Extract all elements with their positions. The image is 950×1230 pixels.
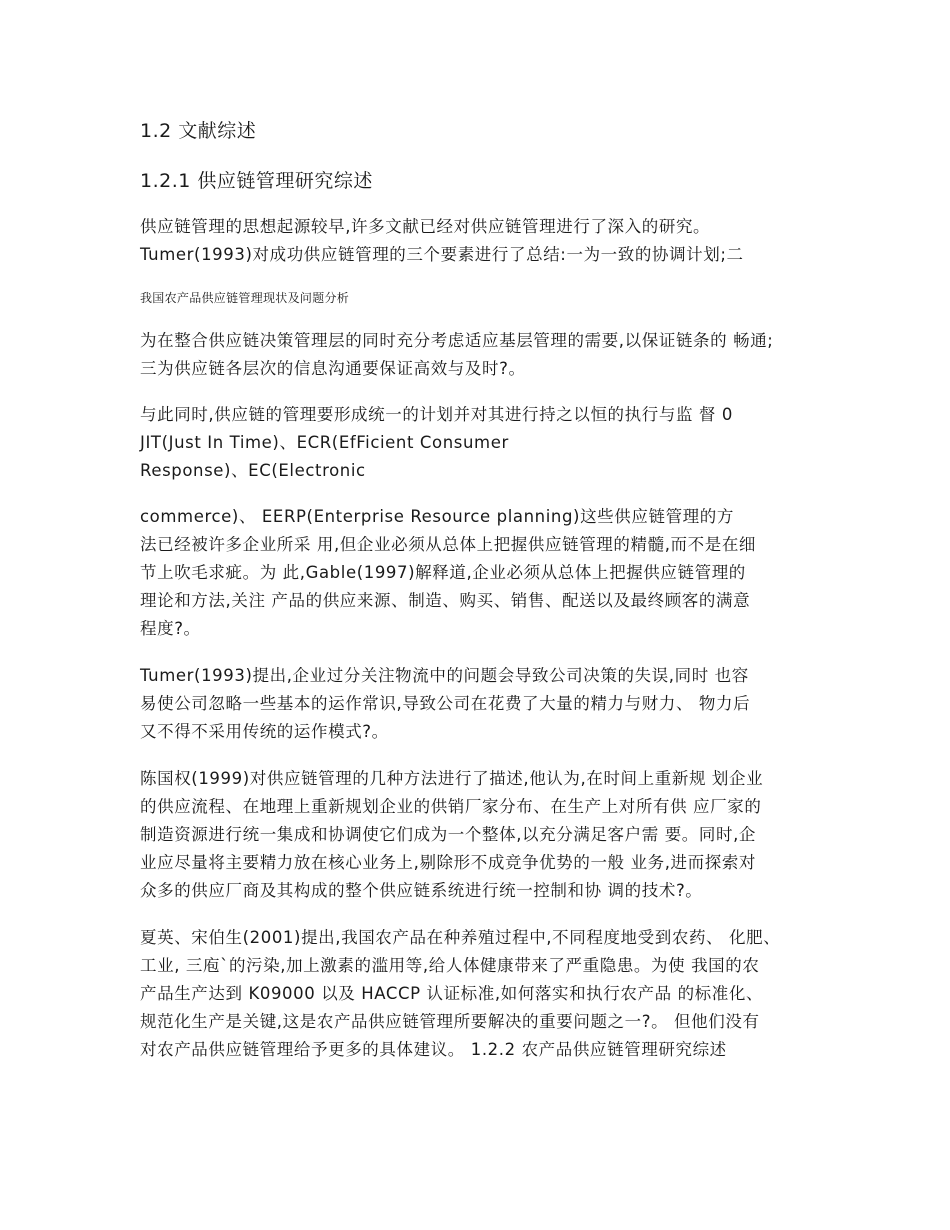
text-line: 陈国权(1999)对供应链管理的几种方法进行了描述,他认为,在时间上重新规 划企业 — [140, 769, 764, 788]
text-line: 与此同时,供应链的管理要形成统一的计划并对其进行持之以恒的执行与监 督 0 — [140, 405, 733, 424]
text-line: 理论和方法,关注 产品的供应来源、制造、购买、销售、配送以及最终顾客的满意 — [140, 591, 751, 610]
text-line: 节上吹毛求疵。为 此,Gable(1997)解释道,企业必须从总体上把握供应链管理的 — [140, 563, 746, 582]
subsection-title: 1.2.1 供应链管理研究综述 — [140, 170, 373, 192]
text-line: 供应链管理的思想起源较早,许多文献已经对供应链管理进行了深入的研究。 — [140, 217, 711, 236]
text-line: Tumer(1993)对成功供应链管理的三个要素进行了总结:一为一致的协调计划;二 — [140, 245, 744, 264]
text-line: 易使公司忽略一些基本的运作常识,导致公司在花费了大量的精力与财力、 物力后 — [140, 694, 751, 713]
paragraph-xia — [140, 924, 820, 1064]
paragraph-methods — [140, 401, 820, 485]
text-line: 为在整合供应链决策管理层的同时充分考虑适应基层管理的需要,以保证链条的 畅通; — [140, 331, 774, 350]
paragraph-gable — [140, 503, 820, 643]
text-line: 的供应流程、在地理上重新规划企业的供销厂家分布、在生产上对所有供 应厂家的 — [140, 797, 762, 816]
paragraph-chen — [140, 765, 820, 905]
section-title: 1.2 文献综述 — [140, 120, 257, 142]
text-line: 规范化生产是关键,这是农产品供应链管理所要解决的重要问题之一?。 但他们没有 — [140, 1012, 760, 1031]
text-line: 对农产品供应链管理给予更多的具体建议。 1.2.2 农产品供应链管理研究综述 — [140, 1040, 727, 1059]
text-line: Response)、EC(Electronic — [140, 461, 366, 480]
text-line: 工业, 三庖`的污染,加上激素的滥用等,给人体健康带来了严重隐患。为使 我国的农 — [140, 956, 760, 975]
text-line: 又不得不采用传统的运作模式?。 — [140, 722, 389, 741]
paragraph-intro — [140, 213, 820, 269]
text-line: Tumer(1993)提出,企业过分关注物流中的问题会导致公司决策的失误,同时 也容 — [140, 666, 749, 685]
text-line: 众多的供应厂商及其构成的整个供应链系统进行统一控制和协 调的技术?。 — [140, 881, 703, 900]
paragraph-coordination — [140, 327, 820, 383]
text-line: 法已经被许多企业所采 用,但企业必须从总体上把握供应链管理的精髓,而不是在细 — [140, 535, 757, 554]
text-line: 产品生产达到 K09000 以及 HACCP 认证标准,如何落实和执行农产品 的标准化、 — [140, 984, 764, 1003]
paragraph-tumer — [140, 662, 820, 746]
text-line: 制造资源进行统一集成和协调使它们成为一个整体,以充分满足客户需 要。同时,企 — [140, 825, 757, 844]
text-line: 夏英、宋伯生(2001)提出,我国农产品在种养殖过程中,不同程度地受到农药、 化肥、 — [140, 928, 781, 947]
text-line: commerce)、 EERP(Enterprise Resource planning)这些供应链管理的方 — [140, 507, 734, 526]
text-line: 程度?。 — [140, 619, 201, 638]
running-header: 我国农产品供应链管理现状及问题分析 — [140, 291, 350, 305]
text-line: 业应尽量将主要精力放在核心业务上,剔除形不成竞争优势的一般 业务,进而探索对 — [140, 853, 757, 872]
text-line: 三为供应链各层次的信息沟通要保证高效与及时?。 — [140, 359, 526, 378]
text-line: JIT(Just In Time)、ECR(EfFicient Consumer — [140, 433, 509, 452]
